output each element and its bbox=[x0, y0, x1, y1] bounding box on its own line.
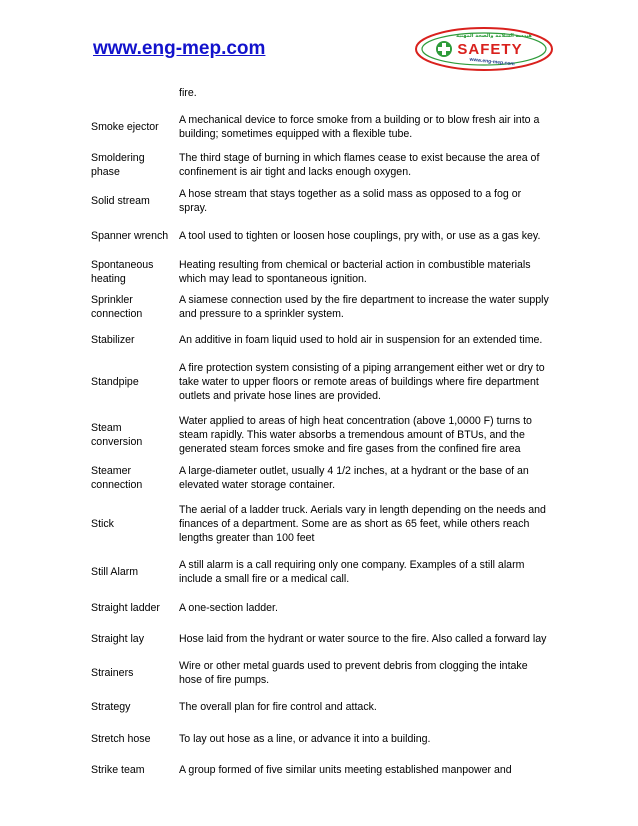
table-row bbox=[88, 496, 552, 552]
table-row bbox=[88, 655, 552, 691]
definition-cell: A hose stream that stays together as a solid mass as opposed to a fog or spray. bbox=[179, 187, 522, 214]
term-cell: Standpipe bbox=[91, 375, 139, 388]
definition-cell: A mechanical device to force smoke from a building or to blow fresh air into a building; sometimes equipped with a flexible tube. bbox=[179, 113, 540, 140]
term-cell: Stick bbox=[91, 518, 114, 530]
glossary-table bbox=[88, 80, 552, 785]
definition-cell: Wire or other metal guards used to prevent debris from clogging the intake hose of fire pumps. bbox=[179, 660, 528, 686]
definition-cell: A still alarm is a call requiring only one company. Examples of a still alarm include a small fire or a medical call. bbox=[179, 559, 525, 585]
safety-logo bbox=[414, 26, 554, 72]
term-cell: Straight ladder bbox=[91, 601, 160, 614]
definition-cell: A fire protection system consisting of a piping arrangement either wet or dry to take water to upper floors or remote areas of buildings where fire department outlets and private hose lines are provided. bbox=[179, 361, 545, 402]
definition-cell: Water applied to areas of high heat concentration (above 1,0000 F) turns to steam rapidly. This water absorbs a tremendous amount of BTUs, and the generated steam forces smoke and fire gases from the confined fire area bbox=[179, 414, 532, 455]
term-cell: Steamer connection bbox=[91, 465, 143, 491]
definition-cell: The aerial of a ladder truck. Aerials vary in length depending on the needs and finances of a department. Some are as short as 65 feet, while others reach lengths greater than 100 feet bbox=[179, 504, 546, 544]
definition-cell: A group formed of five similar units meeting established manpower and bbox=[179, 764, 512, 776]
table-row bbox=[88, 691, 552, 723]
term-cell: Still Alarm bbox=[91, 566, 139, 578]
definition-cell: A one-section ladder. bbox=[179, 601, 278, 614]
definition-cell: Heating resulting from chemical or bacterial action in combustible materials which may lead to spontaneous ignition. bbox=[179, 258, 531, 285]
table-row bbox=[88, 147, 552, 183]
definition-cell: Hose laid from the hydrant or water source to the fire. Also called a forward lay bbox=[179, 633, 547, 645]
table-row bbox=[88, 592, 552, 623]
table-row bbox=[88, 354, 552, 409]
term-cell: Spanner wrench bbox=[91, 230, 169, 242]
definition-cell: To lay out hose as a line, or advance it into a building. bbox=[179, 733, 431, 745]
definition-cell: fire. bbox=[179, 87, 197, 99]
definition-cell: A siamese connection used by the fire department to increase the water supply and pressure to a sprinkler system. bbox=[179, 294, 549, 320]
logo-arabic-text: هندسة السلامة والصحة المهنية bbox=[456, 33, 532, 39]
term-cell bbox=[88, 80, 176, 106]
table-row bbox=[88, 254, 552, 289]
definition-cell: A large-diameter outlet, usually 4 1/2 inches, at a hydrant or the base of an elevated water storage container. bbox=[179, 465, 529, 491]
term-cell: Spontaneous heating bbox=[91, 258, 154, 285]
table-row bbox=[88, 80, 552, 106]
table-row bbox=[88, 623, 552, 655]
table-row bbox=[88, 218, 552, 254]
term-cell: Strategy bbox=[91, 701, 131, 713]
definition-cell: An additive in foam liquid used to hold air in suspension for an extended time. bbox=[179, 333, 543, 346]
definition-cell: A tool used to tighten or loosen hose couplings, pry with, or use as a gas key. bbox=[179, 230, 541, 242]
logo-subtext: www.eng-mep.com bbox=[469, 56, 515, 68]
term-cell: Smoke ejector bbox=[91, 120, 159, 133]
site-url-link[interactable]: www.eng-mep.com bbox=[93, 38, 266, 59]
term-cell: Smoldering phase bbox=[91, 152, 145, 178]
term-cell: Stretch hose bbox=[91, 733, 151, 745]
term-cell: Steam conversion bbox=[91, 421, 143, 448]
table-row bbox=[88, 460, 552, 496]
table-row bbox=[88, 183, 552, 218]
table-row bbox=[88, 106, 552, 147]
table-row bbox=[88, 755, 552, 785]
term-cell: Strike team bbox=[91, 764, 145, 776]
term-cell: Straight lay bbox=[91, 633, 144, 645]
term-cell: Stabilizer bbox=[91, 333, 135, 346]
logo-word: SAFETY bbox=[457, 41, 523, 58]
term-cell: Sprinkler connection bbox=[91, 294, 143, 320]
table-row bbox=[88, 325, 552, 354]
definition-cell: The overall plan for fire control and attack. bbox=[179, 701, 377, 713]
table-row bbox=[88, 289, 552, 325]
definition-cell: The third stage of burning in which flames cease to exist because the area of confinement is air tight and lacks enough oxygen. bbox=[179, 152, 540, 178]
table-row bbox=[88, 552, 552, 592]
table-row bbox=[88, 409, 552, 460]
term-cell: Strainers bbox=[91, 667, 134, 679]
table-row bbox=[88, 723, 552, 755]
term-cell: Solid stream bbox=[91, 194, 150, 207]
